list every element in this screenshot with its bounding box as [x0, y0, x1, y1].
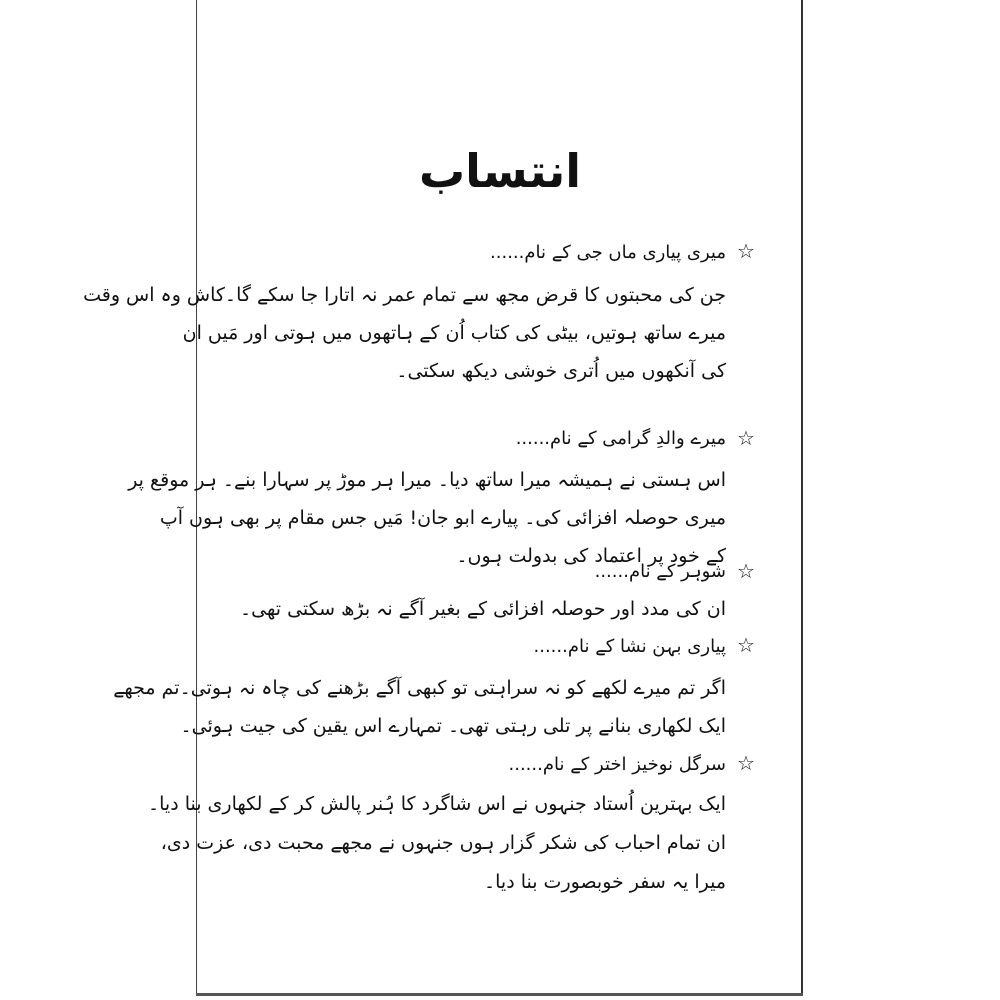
- star-icon: ☆: [737, 751, 755, 775]
- section-line: کے خود پر اعتماد کی بدولت ہوں۔: [456, 545, 726, 567]
- section-line: ایک لکھاری بنانے پر تلی رہتی تھی۔ تمہارے اس یقین کی جیت ہوئی۔: [180, 715, 726, 737]
- star-icon: ☆: [737, 426, 755, 450]
- section-line: ان کی مدد اور حوصلہ افزائی کے بغیر آگے نہ بڑھ سکتی تھی۔: [240, 598, 726, 620]
- section-line: میری حوصلہ افزائی کی۔ پیارے ابو جان! مَیں جس مقام پر بھی ہوں آپ: [159, 507, 726, 529]
- section-heading-teacher: سرگل نوخیز اختر کے نام......: [508, 754, 726, 775]
- section-line: ایک بہترین اُستاد جنہوں نے اس شاگرد کا ہُنر پالش کر کے لکھاری بنا دیا۔: [147, 793, 726, 815]
- section-line: ان تمام احباب کی شکر گزار ہوں جنہوں نے مجھے محبت دی، عزت دی،: [160, 832, 726, 854]
- section-line: میرے ساتھ ہوتیں، بیٹی کی کتاب اُن کے ہاتھوں میں ہوتی اور مَیں ان: [182, 322, 726, 344]
- section-line: کی آنکھوں میں اُتری خوشی دیکھ سکتی۔: [396, 360, 726, 382]
- section-heading-husband: شوہر کے نام......: [594, 561, 726, 582]
- star-icon: ☆: [737, 239, 755, 263]
- star-icon: ☆: [737, 559, 755, 583]
- section-line: میرا یہ سفر خوبصورت بنا دیا۔: [484, 871, 726, 893]
- section-line: جن کی محبتوں کا قرض مجھ سے تمام عمر نہ اتارا جا سکے گا۔کاش وہ اس وقت: [83, 284, 726, 306]
- section-line: اگر تم میرے لکھے کو نہ سراہتی تو کبھی آگے بڑھنے کی چاہ نہ ہوتی۔تم مجھے: [113, 677, 726, 699]
- section-heading-mother: میری پیاری ماں جی کے نام......: [490, 242, 726, 263]
- page-edge-bottom: [196, 993, 803, 996]
- section-line: اس ہستی نے ہمیشہ میرا ساتھ دیا۔ میرا ہر موڑ پر سہارا بنے۔ ہر موقع پر: [128, 469, 726, 491]
- page-title: انتساب: [418, 144, 582, 198]
- section-heading-sister: پیاری بہن نشا کے نام......: [533, 636, 726, 657]
- page-edge-right: [801, 0, 803, 995]
- section-heading-father: میرے والدِ گرامی کے نام......: [515, 428, 726, 449]
- star-icon: ☆: [737, 633, 755, 657]
